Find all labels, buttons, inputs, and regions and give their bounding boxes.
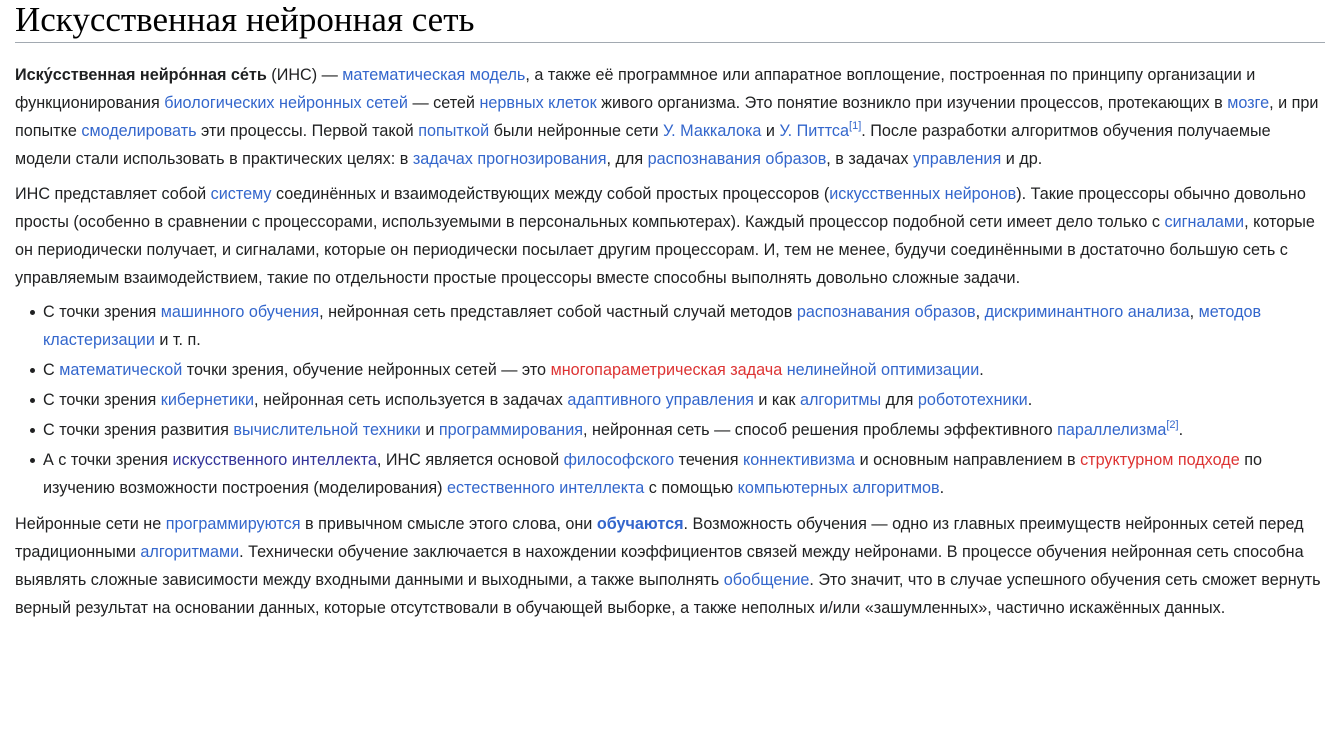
redlink-structural-approach[interactable]: структурном подходе <box>1080 451 1240 469</box>
link-programming[interactable]: программирования <box>438 421 584 439</box>
list-item: С точки зрения кибернетики, нейронная сеть используется в задачах адаптивного управления и как алгоритмы для робототехники. <box>43 386 1325 414</box>
list-item: А с точки зрения искусственного интеллекта, ИНС является основой философского течения коннективизма и основным направлением в структурном подходе по изучению возможности построения (моделирования) естественного интеллекта с помощью компьютерных алгоритмов. <box>43 446 1325 502</box>
viewpoints-list <box>15 298 1325 502</box>
list-item: С точки зрения развития вычислительной техники и программирования, нейронная сеть — способ решения проблемы эффективного параллелизма[2]. <box>43 416 1325 444</box>
reference-2[interactable]: [2] <box>1166 419 1179 431</box>
link-generalization[interactable]: обобщение <box>723 571 810 589</box>
link-computer-algorithms[interactable]: компьютерных алгоритмов <box>737 479 940 497</box>
learning-paragraph: Нейронные сети не программируются в привычном смысле этого слова, они обучаются. Возможность обучения — одно из главных преимуществ нейронных сетей перед традиционными алгоритмами. Технически обучение заключается в нахождении коэффициентов связей между нейронами. В процессе обучения нейронная сеть способна выявлять сложные зависимости между входными данными и выходными, а также выполнять обобщение. Это значит, что в случае успешного обучения сеть сможет вернуть верный результат на основании данных, которые отсутствовали в обучающей выборке, а также неполных и/или «зашумленных», частично искажённых данных. <box>15 515 1321 617</box>
list-item: С математической точки зрения, обучение нейронных сетей — это многопараметрическая задача нелинейной оптимизации. <box>43 356 1325 384</box>
intro-paragraph: Иску́сственная нейро́нная се́ть (ИНС) — математическая модель, а также её программное или аппаратное воплощение, построенная по принципу организации и функционирования биологических нейронных сетей — сетей нервных клеток живого организма. Это понятие возникло при изучении процессов, протекающих в мозге, и при попытке смоделировать эти процессы. Первой такой попыткой были нейронные сети У. Маккалока и У. Питтса[1]. После разработки алгоритмов обучения получаемые модели стали использовать в практических целях: в задачах прогнозирования, для распознавания образов, в задачах управления и др. <box>15 66 1319 168</box>
page-title: Искусственная нейронная сеть <box>15 0 1325 43</box>
link-pattern-recognition[interactable]: распознавания образов <box>647 150 827 168</box>
link-computing-technology[interactable]: вычислительной техники <box>233 421 421 439</box>
link-learn[interactable]: обучаются <box>596 515 684 533</box>
link-parallelism[interactable]: параллелизма <box>1057 421 1167 439</box>
link-artificial-intelligence[interactable]: искусственного интеллекта <box>172 451 377 469</box>
link-control[interactable]: управления <box>912 150 1002 168</box>
link-cybernetics[interactable]: кибернетики <box>160 391 255 409</box>
link-mathematical[interactable]: математической <box>59 361 183 379</box>
link-attempt[interactable]: попыткой <box>418 122 490 140</box>
link-nerve-cells[interactable]: нервных клеток <box>479 94 597 112</box>
link-algorithms[interactable]: алгоритмы <box>799 391 882 409</box>
link-pattern-recognition-2[interactable]: распознавания образов <box>796 303 976 321</box>
link-adaptive-control[interactable]: адаптивного управления <box>567 391 754 409</box>
redlink-multiparameter-problem[interactable]: многопараметрическая задача <box>550 361 783 379</box>
link-system[interactable]: систему <box>210 185 272 203</box>
link-mathematical-model[interactable]: математическая модель <box>342 66 526 84</box>
link-programmed[interactable]: программируются <box>165 515 301 533</box>
link-algorithms-2[interactable]: алгоритмами <box>140 543 240 561</box>
link-robotics[interactable]: робототехники <box>917 391 1028 409</box>
link-natural-intelligence[interactable]: естественного интеллекта <box>447 479 645 497</box>
link-connectionism[interactable]: коннективизма <box>743 451 856 469</box>
list-item: С точки зрения машинного обучения, нейронная сеть представляет собой частный случай методов распознавания образов, дискриминантного анализа, методов кластеризации и т. п. <box>43 298 1325 354</box>
link-discriminant-analysis[interactable]: дискриминантного анализа <box>984 303 1190 321</box>
link-artificial-neurons[interactable]: искусственных нейронов <box>829 185 1017 203</box>
bold-term: Иску́сственная нейро́нная се́ть <box>15 66 267 84</box>
description-paragraph: ИНС представляет собой систему соединённых и взаимодействующих между собой простых процессоров (искусственных нейронов). Такие процессоры обычно довольно просты (особенно в сравнении с процессорами, используемыми в персональных компьютерах). Каждый процессор подобной сети имеет дело только с сигналами, которые он периодически получает, и сигналами, которые он периодически посылает другим процессорам. И, тем не менее, будучи соединёнными в достаточно большую сеть с управляемым взаимодействием, такие по отдельности простые процессоры вместе способны выполнять довольно сложные задачи. <box>15 185 1315 287</box>
link-machine-learning[interactable]: машинного обучения <box>160 303 320 321</box>
link-forecasting[interactable]: задачах прогнозирования <box>412 150 607 168</box>
link-clustering-methods[interactable]: методов кластеризации <box>43 303 1262 349</box>
reference-1[interactable]: [1] <box>849 120 862 132</box>
link-philosophical[interactable]: философского <box>563 451 675 469</box>
link-modeling[interactable]: смоделировать <box>81 122 197 140</box>
link-mcculloch[interactable]: У. Маккалока <box>663 122 762 140</box>
link-brain[interactable]: мозге <box>1227 94 1270 112</box>
link-signals[interactable]: сигналами <box>1164 213 1245 231</box>
link-nonlinear-optimization[interactable]: нелинейной оптимизации <box>786 361 980 379</box>
link-biological-neural-networks[interactable]: биологических нейронных сетей <box>164 94 408 112</box>
link-pitts[interactable]: У. Питтса <box>779 122 850 140</box>
